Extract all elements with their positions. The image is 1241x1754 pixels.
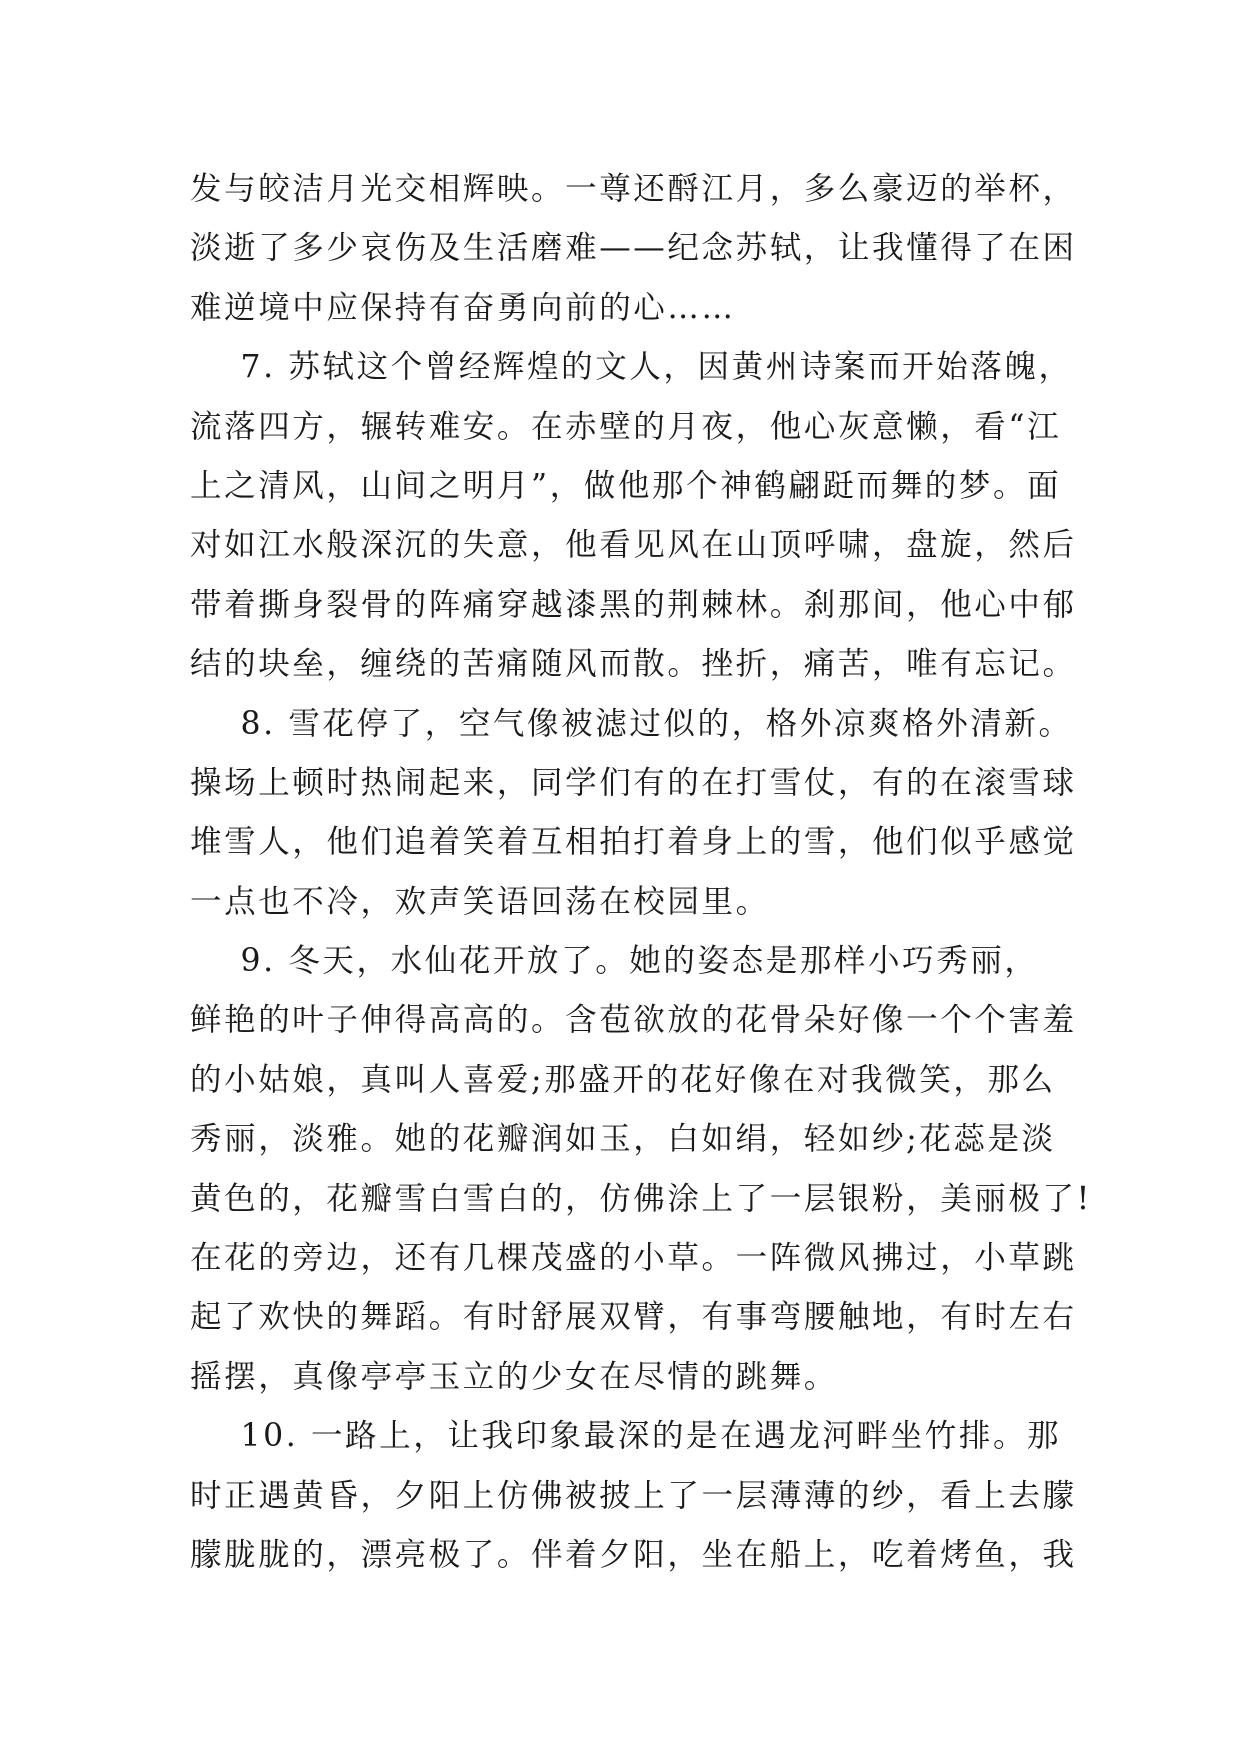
text-line: 摇摆，真像亭亭玉立的少女在尽情的跳舞。 [190,1358,838,1395]
text-line: 时正遇黄昏，夕阳上仿佛被披上了一层薄薄的纱，看上去朦 [190,1477,1077,1514]
text-line: 难逆境中应保持有奋勇向前的心…… [190,289,736,326]
paragraph-9-start: 9. 冬天，水仙花开放了。她的姿态是那样小巧秀丽， [190,943,1039,980]
text-line: 发与皎洁月光交相辉映。一尊还酹江月，多么豪迈的举杯， [190,171,1077,207]
text-line: 在花的旁边，还有几棵茂盛的小草。一阵微风拂过，小草跳 [190,1240,1077,1277]
text-line: 流落四方，辗转难安。在赤壁的月夜，他心灰意懒，看“江 [190,408,1062,445]
text-line: 秀丽，淡雅。她的花瓣润如玉，白如绢，轻如纱;花蕊是淡 [190,1121,1056,1158]
text-line: 一点也不冷，欢声笑语回荡在校园里。 [190,883,770,920]
text-line: 起了欢快的舞蹈。有时舒展双臂，有事弯腰触地，有时左右 [190,1299,1077,1336]
paragraph-7-start: 7. 苏轼这个曾经辉煌的文人，因黄州诗案而开始落魄， [190,349,1073,386]
paragraph-10-start: 10. 一路上，让我印象最深的是在遇龙河畔坐竹排。那 [190,1418,1062,1455]
text-line: 上之清风，山间之明月”，做他那个神鹤翩跹而舞的梦。面 [190,467,1062,504]
paragraph-8-start: 8. 雪花停了，空气像被滤过似的，格外凉爽格外清新。 [190,705,1073,742]
text-line: 对如江水般深沉的失意，他看见风在山顶呼啸，盘旋，然后 [190,527,1077,564]
text-line: 结的块垒，缠绕的苦痛随风而散。挫折，痛苦，唯有忘记。 [190,646,1077,683]
text-line: 操场上顿时热闹起来，同学们有的在打雪仗，有的在滚雪球 [190,764,1077,801]
text-line: 鲜艳的叶子伸得高高的。含苞欲放的花骨朵好像一个个害羞 [190,1002,1077,1039]
text-line: 的小姑娘，真叫人喜爱;那盛开的花好像在对我微笑，那么 [190,1061,1056,1098]
text-line: 堆雪人，他们追着笑着互相拍打着身上的雪，他们似乎感觉 [190,824,1077,861]
text-line: 黄色的，花瓣雪白雪白的，仿佛涂上了一层银粉，美丽极了! [190,1180,1092,1217]
text-line: 淡逝了多少哀伤及生活磨难——纪念苏轼，让我懂得了在困 [190,230,1077,267]
body-text [190,160,1092,1585]
text-line: 带着撕身裂骨的阵痛穿越漆黑的荆棘林。刹那间，他心中郁 [190,586,1077,623]
text-line: 朦胧胧的，漂亮极了。伴着夕阳，坐在船上，吃着烤鱼，我 [190,1536,1077,1573]
